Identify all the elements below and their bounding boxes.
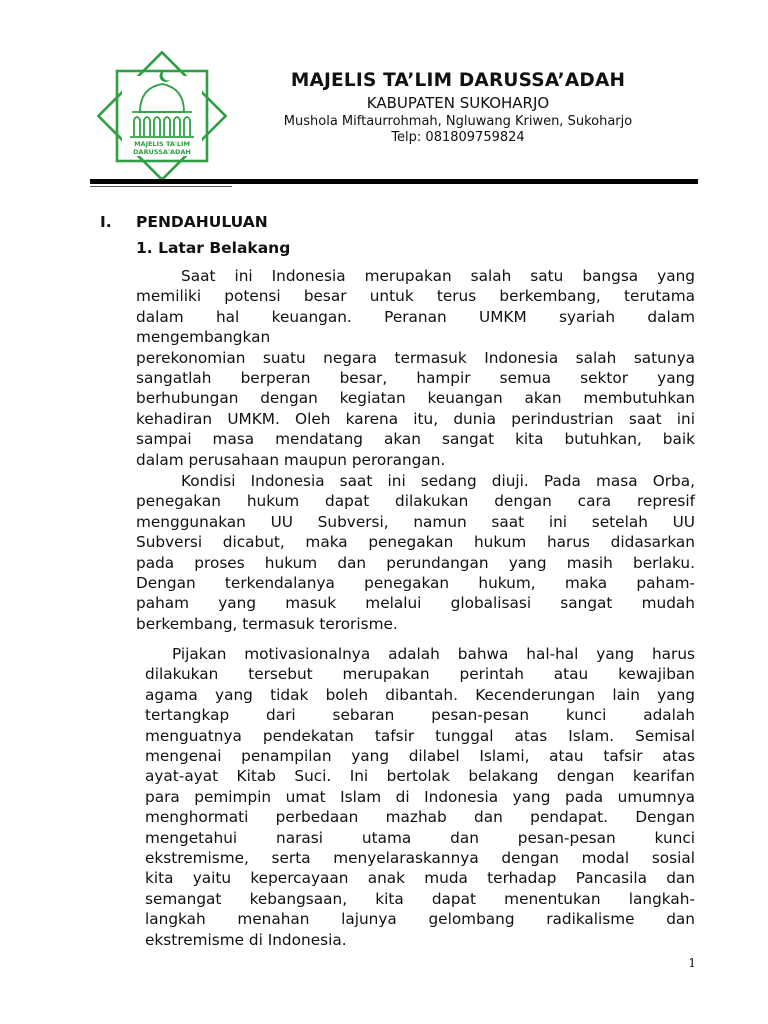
paragraph-line: menghormati perbedaan mazhab dan pendapat. Dengan bbox=[145, 808, 695, 827]
paragraph-line: kita yaitu kepercayaan anak muda terhadap Pancasila dan bbox=[145, 869, 695, 888]
organization-name: MAJELIS TA’LIM DARUSSA’ADAH bbox=[290, 70, 626, 91]
paragraph-line: ekstremisme, serta menyelaraskannya dengan modal sosial bbox=[145, 849, 695, 868]
organization-logo bbox=[92, 50, 232, 182]
paragraph-line: dalam perusahaan maupun perorangan. bbox=[136, 450, 446, 469]
page-number: 1 bbox=[688, 956, 696, 970]
paragraph-line: menggunakan UU Subversi, namun saat ini setelah UU bbox=[136, 512, 695, 531]
paragraph-line: agama yang tidak boleh dibantah. Kecenderungan lain yang bbox=[145, 685, 695, 704]
logo-text-line1: MAJELIS TA'LIM bbox=[134, 140, 190, 148]
paragraph-line: semangat kebangsaan, kita dapat menentukan langkah- bbox=[145, 889, 695, 908]
letterhead-divider-thin bbox=[90, 186, 232, 187]
organization-region: KABUPATEN SUKOHARJO bbox=[366, 94, 550, 112]
paragraph-line: Saat ini Indonesia merupakan salah satu bangsa yang bbox=[181, 267, 695, 285]
paragraph-line: kehadiran UMKM. Oleh karena itu, dunia perindustrian saat ini bbox=[136, 409, 695, 428]
paragraph-line: para pemimpin umat Islam di Indonesia yang pada umumnya bbox=[145, 787, 695, 806]
paragraph-line: pada proses hukum dan perundangan yang masih berlaku. bbox=[136, 553, 695, 572]
paragraph-line: ayat-ayat Kitab Suci. Ini bertolak belakang dengan kearifan bbox=[145, 767, 695, 786]
mosque-star-logo-icon bbox=[92, 50, 232, 182]
subsection-title: 1. Latar Belakang bbox=[136, 239, 291, 257]
paragraph-line: dilakukan tersebut merupakan perintah atau kewajiban bbox=[145, 665, 695, 684]
paragraph-line: berkembang, termasuk terorisme. bbox=[136, 614, 398, 633]
organization-phone: Telp: 081809759824 bbox=[391, 130, 525, 145]
body-paragraph-3 bbox=[145, 644, 695, 950]
paragraph-line: paham yang masuk melalui globalisasi sangat mudah bbox=[136, 594, 695, 613]
paragraph-line: Dengan terkendalanya penegakan hukum, maka paham- bbox=[136, 574, 695, 593]
organization-address: Mushola Miftaurrohmah, Ngluwang Kriwen, Sukoharjo bbox=[283, 114, 633, 129]
paragraph-line: perekonomian suatu negara termasuk Indonesia salah satunya bbox=[136, 348, 695, 367]
section-title: PENDAHULUAN bbox=[136, 213, 268, 231]
paragraph-line: memiliki potensi besar untuk terus berkembang, terutama bbox=[136, 287, 695, 306]
paragraph-line: tertangkap dari sebaran pesan-pesan kunci adalah bbox=[145, 706, 695, 725]
paragraph-line: berhubungan dengan kegiatan keuangan akan membutuhkan bbox=[136, 389, 695, 408]
paragraph-line: penegakan hukum dapat dilakukan dengan cara represif bbox=[136, 492, 695, 511]
body-paragraph-2 bbox=[136, 471, 695, 634]
paragraph-line: mengetahui narasi utama dan pesan-pesan kunci bbox=[145, 828, 695, 847]
letterhead-divider bbox=[90, 179, 698, 184]
paragraph-line: dalam hal keuangan. Peranan UMKM syariah dalam bbox=[136, 307, 695, 326]
paragraph-line: sampai masa mendatang akan sangat kita butuhkan, baik bbox=[136, 430, 695, 449]
paragraph-line: menguatnya pendekatan tafsir tunggal atas Islam. Semisal bbox=[145, 726, 695, 745]
body-paragraph-1 bbox=[136, 266, 695, 470]
paragraph-line: sangatlah berperan besar, hampir semua sektor yang bbox=[136, 369, 695, 388]
paragraph-line: Pijakan motivasionalnya adalah bahwa hal-hal yang harus bbox=[172, 645, 695, 663]
paragraph-line: langkah menahan lajunya gelombang radikalisme dan bbox=[145, 910, 695, 929]
paragraph-line: mengenai penampilan yang dilabel Islami, atau tafsir atas bbox=[145, 747, 695, 766]
paragraph-line: mengembangkan bbox=[136, 328, 271, 347]
paragraph-line: ekstremisme di Indonesia. bbox=[145, 930, 347, 949]
section-number: I. bbox=[100, 213, 112, 231]
paragraph-line: Kondisi Indonesia saat ini sedang diuji. Pada masa Orba, bbox=[181, 472, 695, 490]
logo-text-line2: DARUSSA'ADAH bbox=[133, 148, 191, 156]
paragraph-line: Subversi dicabut, maka penegakan hukum harus didasarkan bbox=[136, 533, 695, 552]
